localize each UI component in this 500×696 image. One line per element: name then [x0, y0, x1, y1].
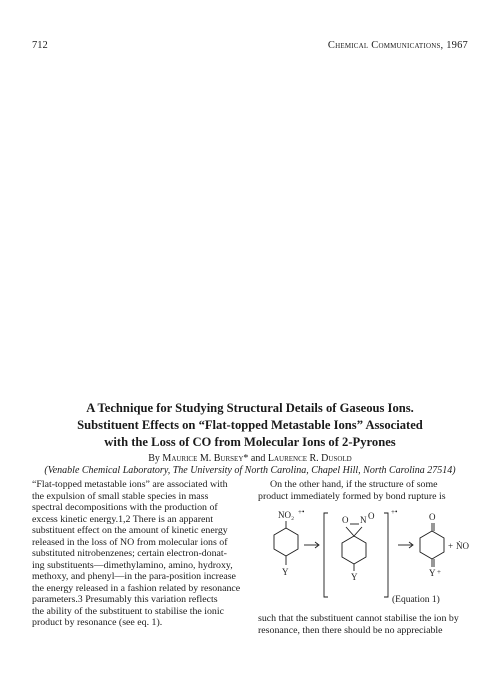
body-line: substituted nitrobenzenes; certain electron-donat-	[32, 548, 227, 559]
equation-label: (Equation 1)	[392, 595, 440, 605]
intermediate-nitrogen: N	[360, 515, 367, 525]
article-title-line-1: A Technique for Studying Structural Details of Gaseous Ions.	[86, 401, 414, 415]
body-right-column-top	[258, 479, 472, 502]
journal-header: Chemical Communications, 1967	[327, 40, 468, 51]
body-line: methoxy, and phenyl—in the para-position increase	[32, 571, 236, 582]
body-line: the energy released in a fashion related by resonance	[32, 582, 241, 594]
intermediate-oxygen-1: O	[342, 515, 349, 525]
author-2: Laurence R. Dusold	[267, 453, 352, 464]
affiliation: (Venable Chemical Laboratory, The University of North Carolina, Chapel Hill, North Carolina 27514)	[44, 465, 456, 476]
nitro-charge: +•	[298, 508, 305, 516]
byline-by: By	[148, 453, 160, 464]
body-line: product by resonance (see eq. 1).	[32, 617, 163, 628]
byline-and: and	[250, 453, 266, 464]
body-line: product immediately formed by bond rupture is	[258, 490, 446, 502]
body-line: On the other hand, if the structure of some	[270, 479, 438, 490]
article-title-line-3: with the Loss of CO from Molecular Ions of 2-Pyrones	[104, 435, 396, 449]
spiro-ring	[342, 536, 366, 564]
product-oxygen: O	[429, 512, 436, 522]
intermediate-oxygen-2: O	[368, 511, 375, 521]
body-line: resonance, then there should be no appreciable	[258, 624, 443, 636]
bracket-charge: +•	[391, 508, 398, 516]
product-substituent-y: Y	[429, 568, 436, 578]
no-fragment: ṄO	[456, 541, 469, 551]
reaction-scheme	[258, 505, 472, 607]
body-line: substituent effect on the amount of kinetic energy	[32, 525, 228, 536]
body-line: “Flat-topped metastable ions” are associated with	[32, 479, 228, 490]
body-line: released in the loss of NO from molecular ions of	[32, 536, 228, 548]
body-line: ing substituents—dimethylamino, amino, hydroxy,	[32, 559, 233, 571]
article-title-line-2: Substituent Effects on “Flat-topped Metastable Ions” Associated	[77, 418, 423, 432]
author-byline	[20, 453, 480, 464]
product-y-charge: +	[437, 568, 441, 576]
author-1: Maurice M. Bursey*	[162, 453, 249, 464]
body-line: spectral decompositions with the production of	[32, 502, 218, 513]
body-right-column-bottom	[258, 613, 472, 636]
benzene-ring	[274, 528, 298, 556]
body-line: the ability of the substituent to stabilise the ionic	[32, 605, 224, 617]
body-left-column	[32, 479, 246, 629]
body-line: parameters.3 Presumably this variation reflects	[32, 594, 218, 605]
plus-sign: +	[448, 541, 454, 551]
body-line: excess kinetic energy.1,2 There is an apparent	[32, 513, 214, 525]
substituent-y-intermediate: Y	[351, 572, 358, 582]
body-line: the expulsion of small stable species in mass	[32, 490, 209, 502]
substituent-y-start: Y	[282, 567, 289, 577]
body-line: such that the substituent cannot stabilise the ion by	[258, 613, 459, 624]
quinoid-ring	[420, 531, 444, 559]
nitro-label: NO₂	[278, 510, 295, 520]
page-number: 712	[32, 40, 48, 51]
